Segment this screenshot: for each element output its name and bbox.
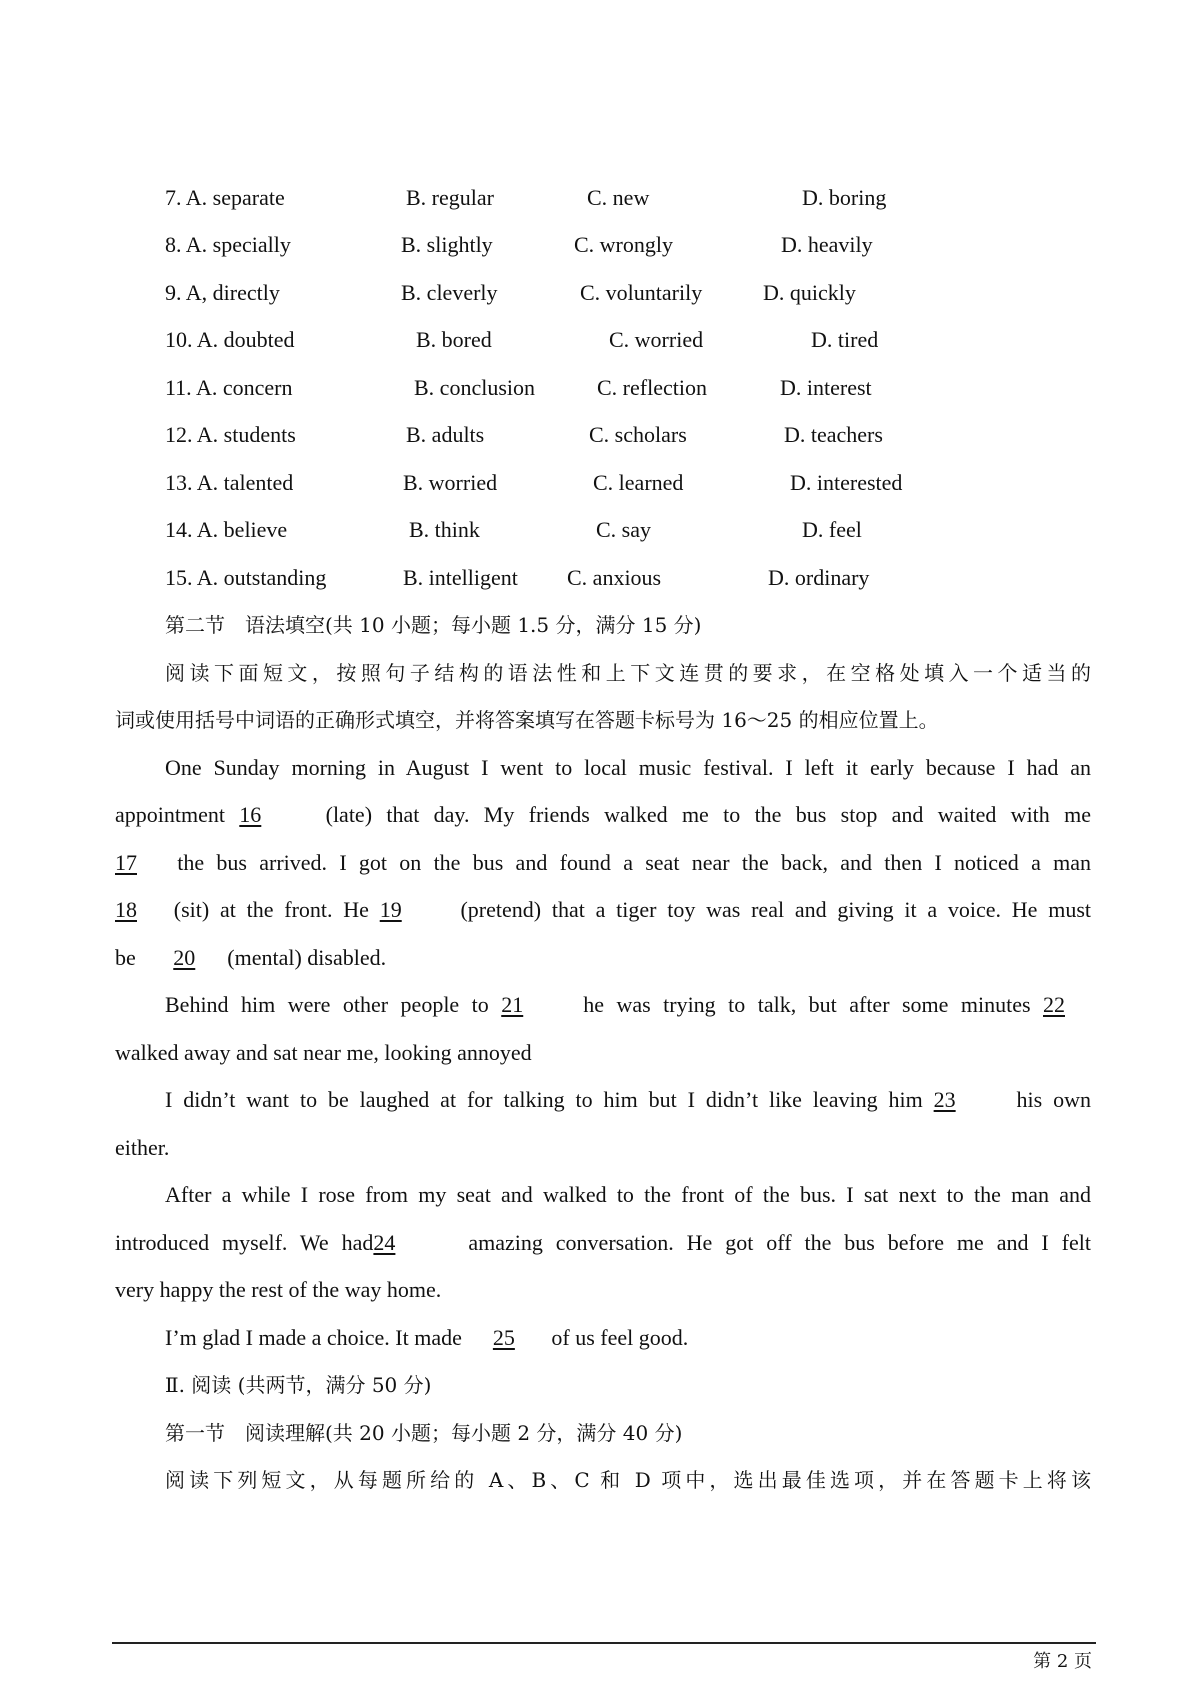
passage-text: (pretend) that a tiger toy was real and giving it a voice. He must — [449, 897, 1092, 922]
option-d: D. ordinary — [768, 565, 870, 590]
option-b: B. conclusion — [414, 375, 535, 400]
passage-text: amazing conversation. He got off the bus before me and I felt — [455, 1230, 1091, 1255]
option-c: C. learned — [593, 470, 684, 495]
option-c: C. say — [596, 517, 651, 542]
passage-text: appointment — [115, 802, 240, 827]
option-a: 10. A. doubted — [165, 327, 295, 352]
option-d: D. heavily — [781, 232, 873, 257]
blank-16: 16 — [239, 802, 262, 827]
option-b: B. regular — [406, 185, 494, 210]
blank-19: 19 — [379, 897, 402, 922]
passage-p2-line1 — [165, 985, 1091, 1025]
option-a: 15. A. outstanding — [165, 565, 327, 590]
blank-22: 22 — [1043, 992, 1065, 1017]
option-c: C. voluntarily — [580, 280, 703, 305]
blank-24: 24 — [373, 1230, 396, 1255]
passage-p5 — [165, 1318, 688, 1358]
option-a: 13. A. talented — [165, 470, 294, 495]
passage-p1-line4 — [115, 890, 1091, 930]
passage-p4-line2 — [115, 1223, 1091, 1263]
passage-p1-line3 — [115, 843, 1091, 883]
option-c: C. new — [587, 185, 650, 210]
part2-heading: Ⅱ. 阅读 (共两节，满分 50 分) — [165, 1373, 432, 1397]
option-c: C. scholars — [589, 422, 687, 447]
passage-text: of us feel good. — [545, 1325, 689, 1350]
blank-25: 25 — [492, 1325, 515, 1350]
blank-23: 23 — [933, 1087, 956, 1112]
passage-p1-line2 — [115, 795, 1091, 835]
blank-18: 18 — [115, 897, 137, 922]
part2-instruction: 阅读下列短文，从每题所给的 A、B、C 和 D 项中，选出最佳选项，并在答题卡上将该 — [165, 1468, 1091, 1492]
passage-p1-line1: One Sunday morning in August I went to local music festival. I left it early because I had an — [165, 755, 1091, 780]
passage-text: his own — [1005, 1087, 1092, 1112]
passage-text: (late) that day. My friends walked me to the bus stop and waited with me — [311, 802, 1091, 827]
option-b: B. bored — [416, 327, 492, 352]
footer-rule — [112, 1642, 1096, 1644]
option-b: B. cleverly — [401, 280, 498, 305]
passage-p4-line3: very happy the rest of the way home. — [115, 1277, 442, 1302]
option-d: D. quickly — [763, 280, 856, 305]
option-b: B. think — [409, 517, 480, 542]
option-b: B. adults — [406, 422, 485, 447]
passage-text: he was trying to talk, but after some minutes — [583, 992, 1043, 1017]
option-c: C. worried — [609, 327, 704, 352]
option-d: D. interested — [790, 470, 903, 495]
option-a: 14. A. believe — [165, 517, 288, 542]
option-c: C. wrongly — [574, 232, 673, 257]
passage-text: be — [115, 945, 142, 970]
passage-text: (mental) disabled. — [227, 945, 387, 970]
part2-subheading: 第一节 阅读理解(共 20 小题；每小题 2 分，满分 40 分) — [165, 1421, 683, 1445]
page-number: 第 2 页 — [1033, 1651, 1092, 1672]
passage-text: I didn’t want to be laughed at for talking to him but I didn’t like leaving him — [165, 1087, 934, 1112]
option-b: B. worried — [403, 470, 498, 495]
section2-instruction-line1: 阅读下面短文，按照句子结构的语法性和上下文连贯的要求，在空格处填入一个适当的 — [165, 661, 1091, 685]
option-a: 9. A, directly — [165, 280, 280, 305]
option-a: 8. A. specially — [165, 232, 291, 257]
section2-instruction-line2: 词或使用括号中词语的正确形式填空，并将答案填写在答题卡标号为 16～25 的相应位置上。 — [115, 708, 939, 732]
passage-text: I’m glad I made a choice. It made — [165, 1325, 462, 1350]
blank-21: 21 — [501, 992, 524, 1017]
passage-text: (sit) at the front. He — [163, 897, 380, 922]
passage-text: the bus arrived. I got on the bus and found a seat near the back, and then I noticed a man — [165, 850, 1091, 875]
section2-heading: 第二节 语法填空(共 10 小题；每小题 1.5 分，满分 15 分) — [165, 613, 702, 637]
option-a: 11. A. concern — [165, 375, 293, 400]
option-a: 12. A. students — [165, 422, 296, 447]
passage-p3-line2: either. — [115, 1135, 170, 1160]
passage-p1-line5 — [115, 938, 386, 978]
passage-p2-line2: walked away and sat near me, looking annoyed — [115, 1040, 532, 1065]
passage-text: introduced myself. We had — [115, 1230, 374, 1255]
passage-p4-line1: After a while I rose from my seat and walked to the front of the bus. I sat next to the man and — [165, 1182, 1091, 1207]
passage-p3-line1 — [165, 1080, 1091, 1120]
option-d: D. interest — [780, 375, 872, 400]
option-b: B. intelligent — [403, 565, 518, 590]
option-d: D. tired — [811, 327, 879, 352]
option-c: C. anxious — [567, 565, 662, 590]
option-b: B. slightly — [401, 232, 493, 257]
option-d: D. boring — [802, 185, 887, 210]
option-d: D. feel — [802, 517, 862, 542]
blank-17: 17 — [115, 850, 137, 875]
option-c: C. reflection — [597, 375, 707, 400]
blank-20: 20 — [173, 945, 196, 970]
passage-text: Behind him were other people to — [165, 992, 502, 1017]
option-a: 7. A. separate — [165, 185, 285, 210]
option-d: D. teachers — [784, 422, 883, 447]
